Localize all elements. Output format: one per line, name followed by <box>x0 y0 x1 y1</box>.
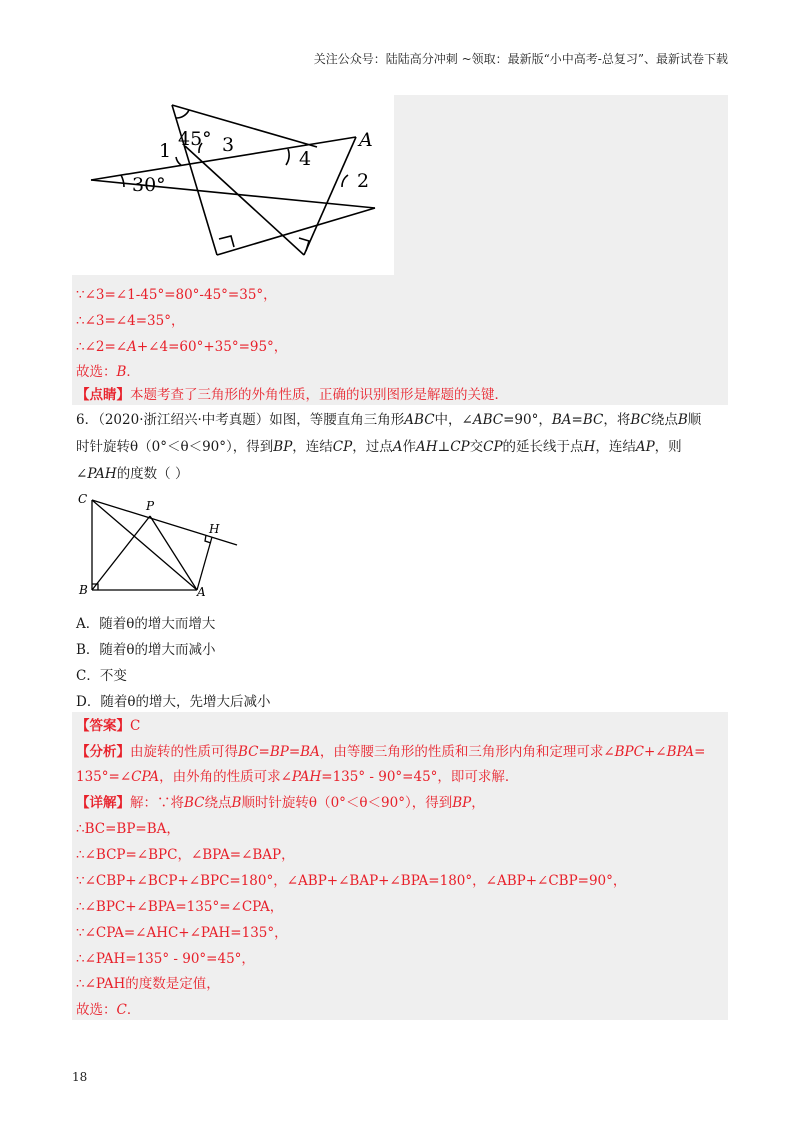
fig1-label-45: 45° <box>178 128 212 150</box>
italic-var: BP <box>452 795 472 811</box>
figure1-panel <box>72 95 394 275</box>
text-span: =90°， <box>503 412 552 428</box>
text-span: ∠ <box>76 466 88 482</box>
text-span: ，则 <box>654 439 682 455</box>
text-span: 6．（2020·浙江绍兴·中考真题）如图，等腰直角三角形 <box>76 412 405 428</box>
figure2-diagram <box>72 490 252 605</box>
fig2-line-CA <box>92 500 197 590</box>
italic-var: C <box>116 1002 127 1018</box>
comment-tag: 【点睛】 <box>76 387 130 403</box>
text-span: ，将 <box>603 412 631 428</box>
detail-line-3: ∴∠BCP=∠BPC，∠BPA=∠BAP， <box>76 847 295 863</box>
italic-var: BP <box>273 439 293 455</box>
text-span: 的延长线于点 <box>502 439 584 455</box>
detail-line-2: ∴BC=BP=BA， <box>76 821 180 837</box>
prev-solution-line-2: ∴∠3=∠4=35°， <box>76 313 185 329</box>
figure1-gray-area <box>394 95 728 275</box>
page-header: 关注公众号：陆陆高分冲刺 ~领取：最新版“小中高考-总复习”、最新试卷下载 <box>313 52 728 66</box>
text-span: = <box>694 744 706 760</box>
option-a: A．随着θ的增大而增大 <box>76 616 216 632</box>
answer-line <box>76 716 140 736</box>
fig2-label-H: H <box>209 522 220 536</box>
italic-var: ABC <box>404 412 435 428</box>
option-c: C．不变 <box>76 668 127 684</box>
italic-var: H <box>583 439 596 455</box>
analysis-tag: 【分析】 <box>76 744 130 760</box>
text-span: +∠ <box>643 744 667 760</box>
question-line-3 <box>76 464 188 484</box>
fig1-label-3: 3 <box>222 134 235 156</box>
comment-text: 本题考查了三角形的外角性质，正确的识别图形是解题的关键． <box>130 387 508 403</box>
fig1-arc-45 <box>176 110 189 118</box>
italic-var: CP <box>483 439 503 455</box>
fig1-arc-2 <box>342 175 348 187</box>
text-span: 135°=∠ <box>76 769 132 785</box>
fig1-label-2: 2 <box>357 170 370 192</box>
italic-var: BP <box>269 744 289 760</box>
italic-var: CP <box>332 439 353 455</box>
detail-tag: 【详解】 <box>76 795 130 811</box>
text-span: 绕点 <box>650 412 678 428</box>
answer-value: C <box>130 718 141 734</box>
text-span: ，由外角的性质可求∠ <box>159 769 292 785</box>
text-span: 故选： <box>76 364 117 380</box>
text-span: ⊥ <box>437 439 451 455</box>
fig1-arc-1 <box>176 157 181 165</box>
text-span: = <box>258 744 270 760</box>
fig1-line-right-leg <box>304 137 356 255</box>
text-span: 的度数（ ） <box>116 466 189 482</box>
text-span: 交 <box>469 439 484 455</box>
detail-line-1 <box>76 793 485 813</box>
italic-var: CP <box>450 439 470 455</box>
fig2-line-PA <box>150 516 197 590</box>
option-b: B．随着θ的增大而减小 <box>76 642 216 658</box>
text-span: 绕点 <box>204 795 232 811</box>
answer-tag: 【答案】 <box>76 718 130 734</box>
text-span: 作 <box>402 439 416 455</box>
italic-var: ABC <box>472 412 504 428</box>
fig1-label-30: 30° <box>132 174 166 196</box>
text-span: ． <box>126 364 140 380</box>
italic-var: PAH <box>291 769 322 785</box>
text-span: ． <box>126 1002 141 1018</box>
text-span: =135° - 90°=45°，即可求解． <box>321 769 519 785</box>
text-span: 中，∠ <box>434 412 473 428</box>
detail-line-9 <box>76 1000 140 1020</box>
figure1-diagram <box>72 95 394 275</box>
option-d: D．随着θ的增大，先增大后减小 <box>76 694 271 710</box>
italic-var: B <box>677 412 688 428</box>
fig1-label-1: 1 <box>159 140 172 162</box>
italic-var: PAH <box>87 466 117 482</box>
fig2-label-P: P <box>146 499 155 513</box>
text-span: ， <box>471 795 485 811</box>
text-span: ，过点 <box>352 439 393 455</box>
text-span: ，连结 <box>595 439 636 455</box>
fig1-arc-30 <box>121 175 124 187</box>
text-span: +∠4=60°+35°=95°， <box>136 339 288 355</box>
prev-solution-line-3 <box>76 337 287 357</box>
text-span: ∴∠2=∠ <box>76 339 128 355</box>
italic-var: BPA <box>666 744 695 760</box>
fig1-label-A: A <box>359 129 373 151</box>
italic-var: BA <box>551 412 572 428</box>
italic-var: AP <box>635 439 655 455</box>
italic-var: A <box>392 439 403 455</box>
italic-var: B <box>116 364 127 380</box>
italic-var: BC <box>238 744 259 760</box>
detail-line-7: ∴∠PAH=135° - 90°=45°， <box>76 951 255 967</box>
italic-var: BPC <box>614 744 644 760</box>
text-span: 顺 <box>687 412 702 428</box>
text-span: 解：∵将 <box>130 795 184 811</box>
analysis-line-1 <box>76 742 705 762</box>
detail-line-6: ∵∠CPA=∠AHC+∠PAH=135°， <box>76 925 288 941</box>
fig2-label-A: A <box>197 585 206 599</box>
fig1-label-4: 4 <box>299 148 312 170</box>
fig2-line-BP <box>92 516 150 590</box>
detail-line-5: ∴∠BPC+∠BPA=135°=∠CPA， <box>76 899 284 915</box>
italic-var: AH <box>415 439 438 455</box>
text-span: 由旋转的性质可得 <box>130 744 238 760</box>
question-line-1 <box>76 410 701 430</box>
text-span: 顺时针旋转θ（0°＜θ＜90°），得到 <box>241 795 453 811</box>
italic-var: BC <box>630 412 651 428</box>
text-span: = <box>288 744 301 760</box>
italic-var: BC <box>582 412 604 428</box>
fig1-line-bottom-left <box>185 146 304 255</box>
fig1-right-angle-left <box>219 236 234 247</box>
analysis-line-2 <box>76 767 518 787</box>
text-span: 故选： <box>76 1002 117 1018</box>
italic-var: BC <box>184 795 205 811</box>
fig1-arc-4 <box>286 149 289 165</box>
fig1-right-angle-right <box>299 238 309 251</box>
question-line-2 <box>76 437 682 457</box>
italic-var: B <box>231 795 242 811</box>
text-span: 时针旋转θ（0°＜θ＜90°），得到 <box>76 439 274 455</box>
prev-solution-line-1: ∵∠3=∠1-45°=80°-45°=35°， <box>76 287 277 303</box>
detail-line-4: ∵∠CBP+∠BCP+∠BPC=180°，∠ABP+∠BAP+∠BPA=180°，∠ABP+∠CBP=90°， <box>76 873 627 889</box>
page-number: 18 <box>72 1070 88 1084</box>
prev-solution-comment <box>76 385 508 405</box>
text-span: = <box>571 412 583 428</box>
fig2-line-AH <box>197 537 212 590</box>
italic-var: BA <box>300 744 320 760</box>
fig2-label-B: B <box>79 583 88 597</box>
detail-line-8: ∴∠PAH的度数是定值， <box>76 976 220 992</box>
prev-solution-line-4 <box>76 362 140 382</box>
text-span: ，连结 <box>292 439 333 455</box>
fig2-label-C: C <box>78 492 88 506</box>
text-span: ，由等腰三角形的性质和三角形内角和定理可求∠ <box>319 744 615 760</box>
italic-var: CPA <box>131 769 160 785</box>
italic-var: A <box>127 339 137 355</box>
